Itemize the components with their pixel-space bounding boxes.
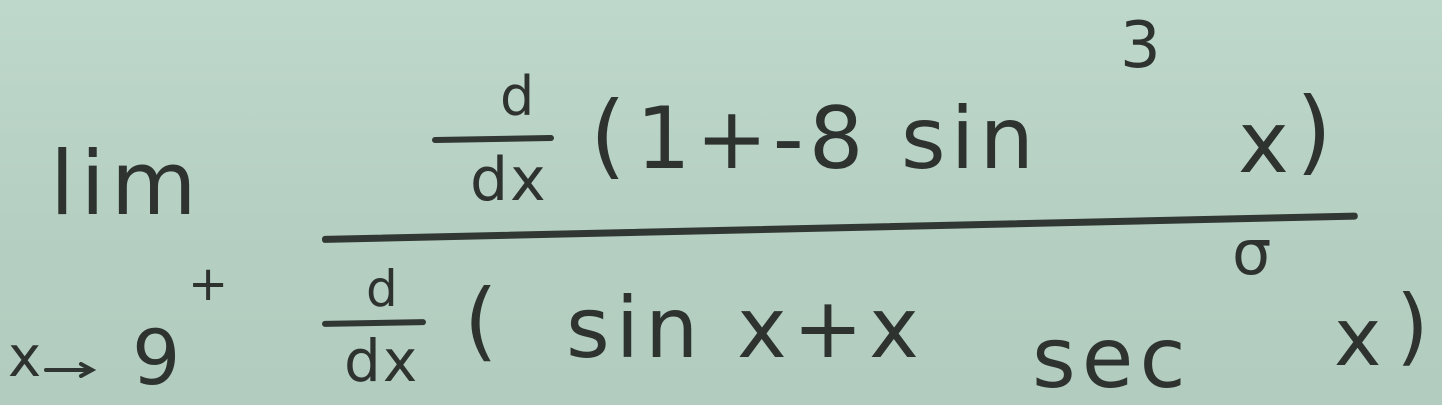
numerator-close-paren: ) <box>1296 78 1334 185</box>
denominator-open-paren: ( <box>464 271 500 371</box>
limit-target: 9 <box>132 313 183 402</box>
denominator-func: sec <box>1032 309 1192 405</box>
fraction-bar <box>322 212 1358 243</box>
limit-side: + <box>188 256 231 312</box>
right-arrow-icon <box>44 362 96 378</box>
denominator-power: σ <box>1232 216 1274 289</box>
numerator-expression: 1+-8 sin <box>636 89 1040 189</box>
numerator-d: d <box>500 65 537 128</box>
numerator-derivative-bar <box>432 135 554 143</box>
denominator-arg: x <box>1334 291 1384 384</box>
denominator-d: d <box>366 260 400 318</box>
denominator-dx: dx <box>344 327 420 395</box>
denominator-close-paren: ) <box>1396 277 1431 375</box>
denominator-derivative-bar <box>322 319 426 327</box>
denominator-term: sin x+x <box>566 279 925 377</box>
numerator-arg: x <box>1238 93 1291 193</box>
lim-label: lim <box>50 132 203 235</box>
numerator-open-paren: ( <box>590 82 628 189</box>
limit-variable: x <box>8 325 44 390</box>
numerator-power: 3 <box>1120 9 1163 83</box>
numerator-dx: dx <box>470 145 548 215</box>
